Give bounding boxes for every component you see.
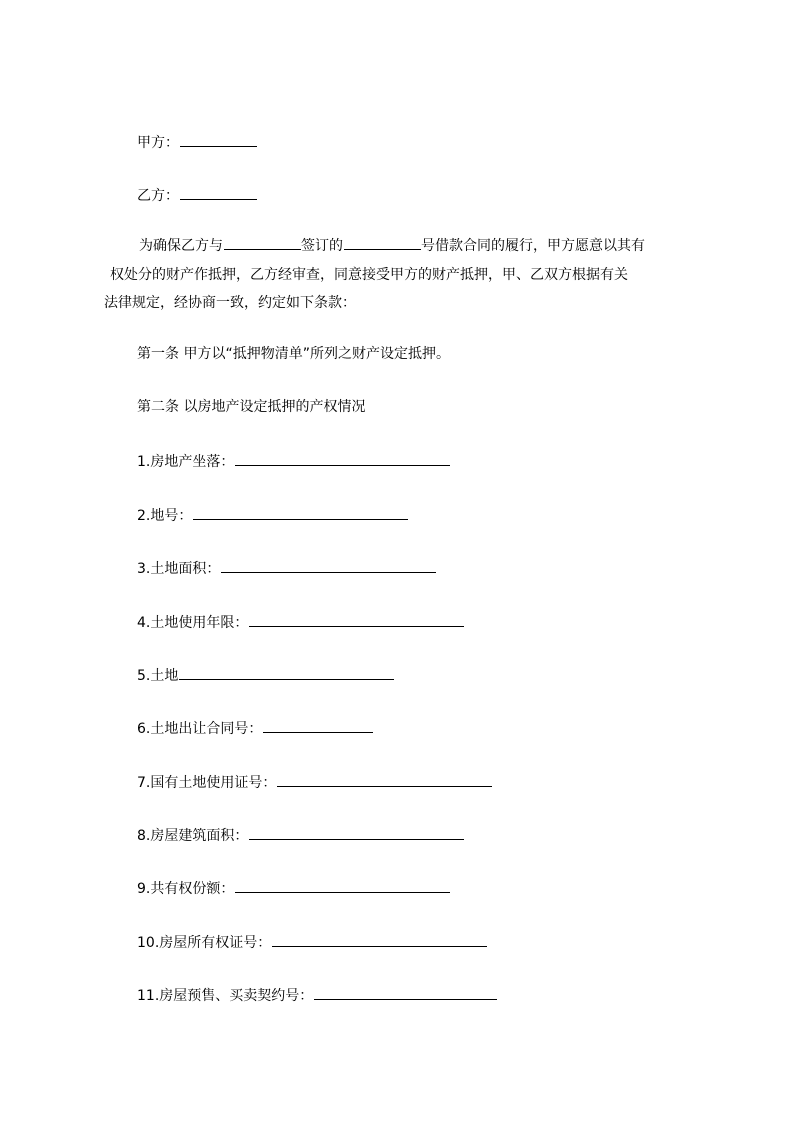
item-blank[interactable]	[249, 825, 464, 840]
intro-text-2: 签订的	[301, 238, 343, 254]
party-b-line	[137, 185, 257, 205]
item-blank[interactable]	[263, 718, 373, 733]
item-label: 7.国有土地使用证号：	[137, 775, 277, 791]
item-label: 1.房地产坐落：	[137, 454, 235, 470]
intro-line-3: 法律规定，经协商一致，约定如下条款：	[104, 295, 356, 311]
intro-line-1	[104, 232, 704, 261]
intro-blank-1[interactable]	[224, 235, 301, 250]
intro-text-3: 号借款合同的履行，甲方愿意以其有	[421, 238, 645, 254]
item-line	[137, 451, 450, 471]
intro-paragraph	[104, 232, 704, 318]
item-label: 6.土地出让合同号：	[137, 721, 263, 737]
item-line	[137, 718, 373, 738]
item-blank[interactable]	[193, 505, 408, 520]
party-a-line	[137, 132, 257, 152]
intro-text-1: 为确保乙方与	[139, 238, 223, 254]
item-line	[137, 665, 394, 685]
party-a-label: 甲方：	[137, 135, 179, 151]
intro-line-2: 权处分的财产作抵押，乙方经审查，同意接受甲方的财产抵押，甲、乙双方根据有关	[110, 266, 628, 283]
item-blank[interactable]	[249, 612, 464, 627]
intro-blank-2[interactable]	[344, 235, 421, 250]
party-b-blank[interactable]	[180, 185, 257, 200]
item-blank[interactable]	[179, 665, 394, 680]
item-label: 11.房屋预售、买卖契约号：	[137, 988, 314, 1004]
item-line	[137, 932, 487, 952]
item-line	[137, 878, 450, 898]
item-blank[interactable]	[314, 985, 497, 1000]
item-line	[137, 772, 492, 792]
item-line	[137, 505, 408, 525]
item-label: 2.地号：	[137, 508, 193, 524]
item-blank[interactable]	[221, 558, 436, 573]
party-b-label: 乙方：	[137, 188, 179, 204]
article-1: 第一条 甲方以“抵押物清单”所列之财产设定抵押。	[137, 346, 450, 362]
party-a-blank[interactable]	[180, 132, 257, 147]
item-blank[interactable]	[235, 878, 450, 893]
item-label: 3.土地面积：	[137, 561, 221, 577]
item-label: 10.房屋所有权证号：	[137, 935, 272, 951]
item-line	[137, 985, 497, 1005]
item-label: 4.土地使用年限：	[137, 615, 249, 631]
item-label: 5.土地	[137, 668, 179, 684]
item-blank[interactable]	[272, 932, 487, 947]
item-line	[137, 558, 436, 578]
item-line	[137, 612, 464, 632]
article-2: 第二条 以房地产设定抵押的产权情况	[137, 399, 366, 415]
item-blank[interactable]	[277, 772, 492, 787]
item-blank[interactable]	[235, 451, 450, 466]
item-label: 8.房屋建筑面积：	[137, 828, 249, 844]
item-line	[137, 825, 464, 845]
item-label: 9.共有权份额：	[137, 881, 235, 897]
